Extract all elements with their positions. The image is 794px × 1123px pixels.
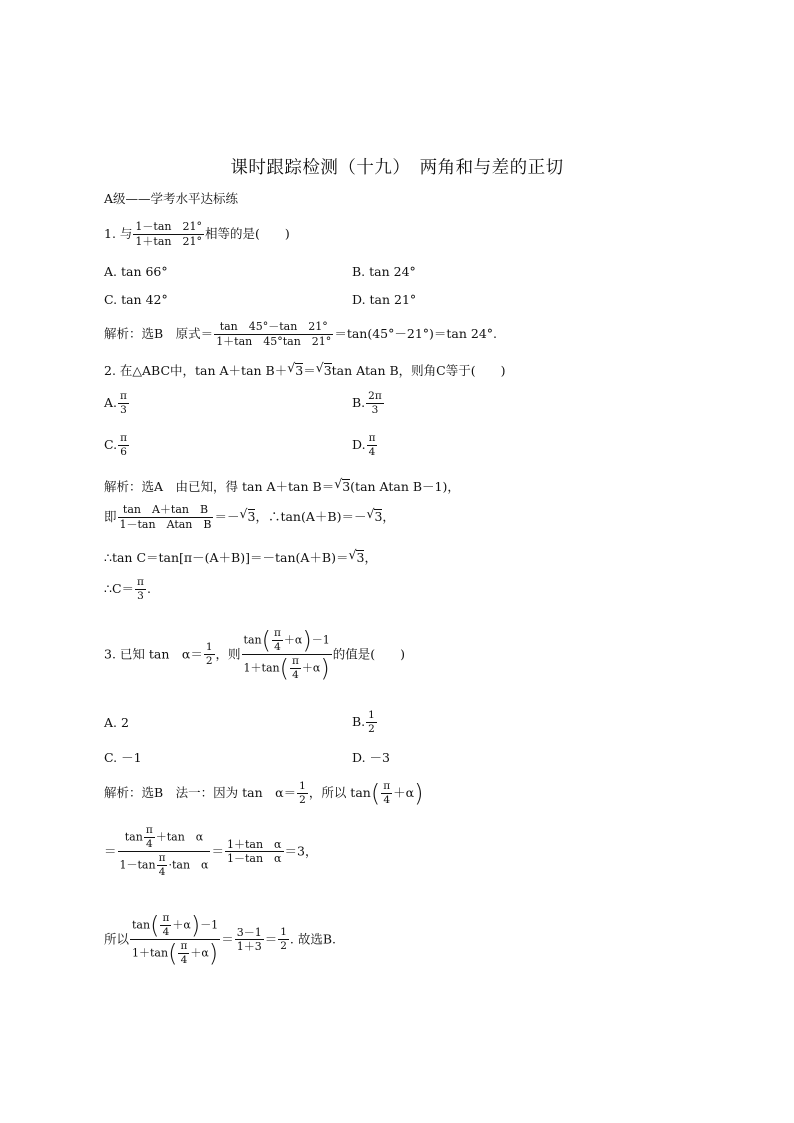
pi-over-4 xyxy=(157,852,168,879)
fraction-numerator: π xyxy=(118,390,129,404)
fraction-numerator: 1 xyxy=(278,926,289,940)
q3-s3-expression-fraction xyxy=(130,912,220,968)
q3-s1-so: ，所以 tan xyxy=(308,785,371,801)
q2-option-b xyxy=(352,390,385,417)
q3-expression-denominator xyxy=(242,655,332,682)
sqrt-3 xyxy=(334,479,350,494)
fraction-denominator: 4 xyxy=(383,794,390,807)
minus-one: －1 xyxy=(311,633,330,647)
q3-s3-prefix: 所以 xyxy=(104,931,130,947)
plus-alpha: ＋α xyxy=(172,918,191,932)
q3-s2-fraction-2 xyxy=(225,838,284,867)
sqrt-3 xyxy=(240,509,256,524)
q2-s2-suffix: ， xyxy=(382,508,395,524)
q3-s3-suffix: . 故选B. xyxy=(289,931,337,947)
q3-suffix: 的值是( ) xyxy=(332,646,405,662)
left-paren: ( xyxy=(150,911,160,940)
fraction-numerator: 3－1 xyxy=(236,925,262,939)
plus-alpha: ＋α xyxy=(190,946,209,960)
pi-over-4 xyxy=(381,780,392,807)
option-label: B. xyxy=(352,714,366,730)
q3-option-a: A. 2 xyxy=(104,715,129,730)
fraction-denominator: 2 xyxy=(205,655,213,668)
fraction-denominator xyxy=(130,940,220,967)
fraction-numerator: π xyxy=(272,627,283,641)
fraction-denominator: 1－tan α xyxy=(227,852,282,866)
q1-fraction xyxy=(133,220,204,249)
pi-over-4 xyxy=(144,824,155,851)
q2-solution-suffix: (tan Atan B－1)， xyxy=(350,479,460,494)
fraction-denominator: 4 xyxy=(158,866,166,879)
question-2 xyxy=(104,363,505,378)
fraction-denominator: 2 xyxy=(368,723,375,736)
right-paren: ) xyxy=(190,911,201,940)
dot-tan-alpha: ·tan α xyxy=(168,858,209,872)
q3-prefix: 3. 已知 tan α＝ xyxy=(104,646,203,662)
option-fraction xyxy=(118,432,129,459)
q3-s1-prefix: 解析：选B 法一：因为 tan α＝ xyxy=(104,785,297,801)
option-fraction xyxy=(366,390,384,417)
one-half xyxy=(278,926,289,953)
equals: ＝ xyxy=(104,843,117,859)
q3-s3-fraction xyxy=(235,926,264,955)
equals: ＝ xyxy=(221,931,234,947)
q2-solution-prefix: 解析：选A 由已知，得 tan A＋tan B＝ xyxy=(104,479,335,494)
q1-numerator: 1－tan 21° xyxy=(135,220,202,233)
fraction-numerator xyxy=(130,912,220,940)
fraction-denominator: 4 xyxy=(274,641,281,654)
q1-option-a: A. tan 66° xyxy=(104,264,168,279)
q3-expression-numerator xyxy=(242,627,332,655)
pi-over-4 xyxy=(178,940,189,967)
fraction-denominator: 4 xyxy=(145,838,153,851)
q3-expression-fraction xyxy=(242,627,332,683)
q1-solution-numerator: tan 45°－tan 21° xyxy=(214,320,333,335)
q1-suffix: 相等的是( ) xyxy=(204,225,290,241)
q2-option-a xyxy=(104,390,130,417)
one-half xyxy=(297,780,308,807)
plus-alpha: ＋α xyxy=(393,785,415,801)
minus-one: －1 xyxy=(200,918,219,932)
plus-alpha: ＋α xyxy=(301,661,321,675)
fraction-numerator xyxy=(118,824,211,852)
fraction-denominator: 3 xyxy=(137,590,144,603)
q2-s3-text: ∴tan C＝tan[π－(A＋B)]＝－tan(A＋B)＝ xyxy=(104,550,349,565)
sqrt-radicand: 3 xyxy=(295,363,304,378)
fraction-denominator: 1＋3 xyxy=(236,940,262,954)
q3-option-c: C. －1 xyxy=(104,750,142,765)
fraction-numerator: π xyxy=(290,655,301,669)
q1-solution-denominator: 1＋tan 45°tan 21° xyxy=(216,334,332,348)
q2-solution-line-4 xyxy=(104,576,151,603)
sqrt-3 xyxy=(366,509,382,524)
sqrt-3 xyxy=(287,363,303,378)
pi-over-4 xyxy=(290,655,301,682)
q1-prefix: 1. 与 xyxy=(104,225,133,241)
fraction-numerator: 2π xyxy=(366,390,384,404)
fraction-denominator: 3 xyxy=(371,404,379,417)
option-fraction xyxy=(367,432,378,459)
q2-prefix: 2. 在△ABC中，tan A＋tan B＋ xyxy=(104,363,288,378)
q2-s3-suffix: ， xyxy=(364,550,377,565)
fraction-denominator: 4 xyxy=(368,446,376,459)
q3-solution-line-2 xyxy=(104,824,317,880)
q2-option-d xyxy=(352,432,378,459)
fraction-numerator: π xyxy=(135,576,146,590)
fraction-numerator: π xyxy=(144,824,155,838)
fraction-denominator: 1－tan Atan B xyxy=(119,517,212,531)
right-paren: ) xyxy=(414,779,424,808)
q2-s4-suffix: . xyxy=(146,581,151,597)
tan-fn: tan xyxy=(243,633,262,647)
q3-solution-line-3 xyxy=(104,912,336,968)
fraction-numerator: π xyxy=(178,940,189,954)
q2-s2-prefix: 即 xyxy=(104,508,117,524)
q2-solution-line-3 xyxy=(104,550,377,565)
option-fraction xyxy=(366,709,377,736)
section-heading: A级——学考水平达标练 xyxy=(104,191,239,206)
option-label: B. xyxy=(352,395,366,411)
option-label: C. xyxy=(104,437,118,453)
q2-suffix: tan Atan B，则角C等于( ) xyxy=(331,363,506,378)
sqrt-radicand: 3 xyxy=(342,479,351,494)
tan-fn: tan xyxy=(124,830,143,844)
pi-over-4 xyxy=(272,627,283,654)
q1-option-d: D. tan 21° xyxy=(352,292,417,307)
option-label: D. xyxy=(352,437,366,453)
q2-s2-fraction xyxy=(118,503,214,532)
one-plus-tan: 1＋tan xyxy=(243,661,280,675)
fraction-denominator: 4 xyxy=(180,954,188,967)
one-plus-tan: 1＋tan xyxy=(132,946,169,960)
q2-s4-fraction xyxy=(135,576,146,603)
left-paren: ( xyxy=(370,779,381,808)
q1-option-b: B. tan 24° xyxy=(352,264,416,279)
fraction-numerator: π xyxy=(367,432,378,446)
equals-three: ＝3， xyxy=(284,843,318,859)
q3-option-b xyxy=(352,709,378,736)
left-paren: ( xyxy=(279,654,289,683)
fraction-numerator: 1 xyxy=(204,641,215,655)
right-paren: ) xyxy=(320,654,330,683)
fraction-numerator: tan A＋tan B xyxy=(118,503,214,518)
left-paren: ( xyxy=(168,939,178,968)
q3-solution-line-1 xyxy=(104,780,423,807)
q2-s4-prefix: ∴C＝ xyxy=(104,581,135,597)
tan-fn: tan xyxy=(132,918,151,932)
left-paren: ( xyxy=(261,626,271,655)
q1-solution xyxy=(104,320,497,349)
q2-option-c xyxy=(104,432,130,459)
q1-option-c: C. tan 42° xyxy=(104,292,168,307)
q2-s2-equals: ＝－ xyxy=(214,508,240,524)
right-paren: ) xyxy=(302,626,312,655)
fraction-numerator: 1＋tan α xyxy=(227,837,282,851)
q2-solution-line-1 xyxy=(104,479,460,494)
fraction-numerator: π xyxy=(118,432,129,446)
equals: ＝ xyxy=(211,843,224,859)
option-fraction xyxy=(118,390,129,417)
fraction-denominator xyxy=(118,852,211,879)
q1-solution-suffix: ＝tan(45°－21°)＝tan 24°. xyxy=(334,325,498,341)
q3-s2-fraction xyxy=(118,824,211,880)
plus-alpha: ＋α xyxy=(283,633,303,647)
fraction-numerator: 1 xyxy=(366,709,377,723)
q1-solution-fraction xyxy=(214,320,333,349)
q3-given-fraction xyxy=(204,641,215,668)
q2-solution-line-2 xyxy=(104,503,395,532)
right-paren: ) xyxy=(208,939,219,968)
sqrt-radicand: 3 xyxy=(323,363,332,378)
fraction-numerator: π xyxy=(381,780,392,794)
q1-denominator: 1＋tan 21° xyxy=(135,234,202,248)
q2-equals: ＝ xyxy=(303,363,316,378)
page-title: 课时跟踪检测（十九） 两角和与差的正切 xyxy=(230,158,564,178)
sqrt-radicand: 3 xyxy=(374,508,383,524)
fraction-numerator: π xyxy=(160,912,171,926)
fraction-denominator: 4 xyxy=(162,926,170,939)
one-minus-tan: 1－tan xyxy=(119,858,156,872)
plus-tan-alpha: ＋tan α xyxy=(155,830,204,844)
question-3 xyxy=(104,627,405,683)
sqrt-radicand: 3 xyxy=(356,550,365,565)
sqrt-3 xyxy=(316,363,332,378)
fraction-denominator: 2 xyxy=(299,794,306,807)
fraction-numerator: π xyxy=(157,852,168,866)
sqrt-radicand: 3 xyxy=(247,508,256,524)
sqrt-3 xyxy=(348,550,364,565)
fraction-denominator: 3 xyxy=(120,404,127,417)
pi-over-4 xyxy=(160,912,171,939)
fraction-denominator: 6 xyxy=(120,446,127,459)
fraction-denominator: 2 xyxy=(280,940,287,953)
q3-then: ，则 xyxy=(215,646,241,662)
q1-solution-prefix: 解析：选B 原式＝ xyxy=(104,325,214,341)
equals: ＝ xyxy=(264,931,278,947)
q3-option-d: D. －3 xyxy=(352,750,390,765)
q2-s2-therefore: ，∴tan(A＋B)＝－ xyxy=(255,508,367,524)
fraction-denominator: 4 xyxy=(292,669,299,682)
option-label: A. xyxy=(104,395,118,411)
fraction-numerator: 1 xyxy=(297,780,308,794)
question-1 xyxy=(104,220,290,249)
